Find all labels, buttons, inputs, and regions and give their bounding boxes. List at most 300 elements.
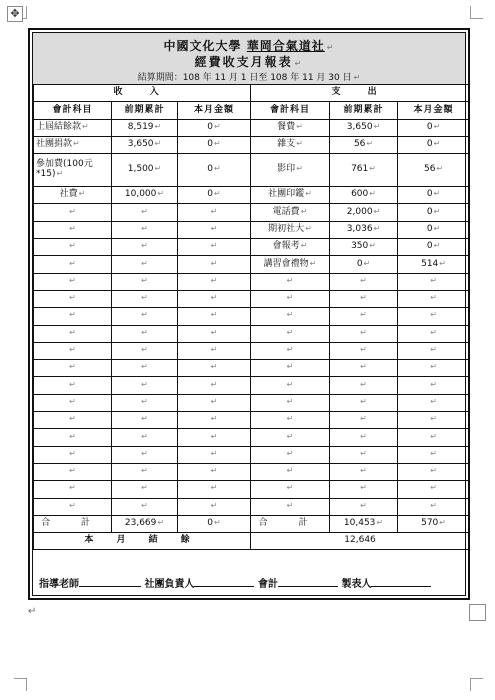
- cell-end-mark: ↵: [286, 431, 294, 441]
- cell-end-mark: ↵: [141, 258, 148, 268]
- expense-col-account: 會計科目: [251, 102, 330, 119]
- cell-end-mark: ↵: [210, 275, 218, 285]
- income-account-cell[interactable]: [34, 342, 112, 359]
- expense-account-cell[interactable]: [251, 290, 330, 307]
- ledger-row: [34, 498, 470, 515]
- cell-end-mark: ↵: [430, 483, 437, 493]
- income-prev-cell[interactable]: [112, 136, 178, 153]
- balance-label: [34, 533, 251, 550]
- ledger-row: [34, 412, 470, 429]
- balance-label-text: 本 月 結 餘: [84, 535, 200, 546]
- cell-end-mark: ↵: [141, 241, 148, 251]
- expense-month-cell[interactable]: [398, 204, 470, 221]
- expense-account-cell[interactable]: [251, 325, 330, 342]
- income-month-cell-text: 0: [207, 189, 214, 200]
- expense-month-cell-text: 0: [426, 241, 433, 252]
- cell-end-mark: ↵: [360, 275, 367, 285]
- income-month-cell[interactable]: [178, 119, 251, 136]
- expense-total-prev-text: 10,453: [343, 518, 376, 529]
- income-month-cell[interactable]: [178, 429, 251, 446]
- ledger-row: [34, 394, 470, 411]
- expense-month-cell[interactable]: [398, 446, 470, 463]
- income-month-cell[interactable]: [178, 377, 251, 394]
- cell-end-mark: ↵: [286, 327, 294, 337]
- expense-prev-cell[interactable]: [330, 256, 398, 273]
- expense-account-cell[interactable]: [251, 377, 330, 394]
- ledger-row: [34, 136, 470, 153]
- cell-end-mark: ↵: [430, 310, 437, 320]
- expense-month-cell[interactable]: [398, 187, 470, 204]
- income-account-cell[interactable]: [34, 377, 112, 394]
- income-account-cell[interactable]: [34, 308, 112, 325]
- expense-account-cell[interactable]: [251, 136, 330, 153]
- income-account-cell-text: 社費: [59, 189, 78, 200]
- expense-account-cell[interactable]: [251, 463, 330, 480]
- expense-prev-cell[interactable]: [330, 221, 398, 238]
- income-account-cell[interactable]: [34, 239, 112, 256]
- expense-prev-cell[interactable]: [330, 481, 398, 498]
- expense-account-cell[interactable]: [251, 154, 330, 187]
- income-account-cell[interactable]: [34, 187, 112, 204]
- expense-prev-cell[interactable]: [330, 463, 398, 480]
- expense-total-prev[interactable]: [330, 515, 398, 532]
- leader-label: 社團負責人: [144, 579, 195, 590]
- expense-account-cell-text: 會報考: [272, 241, 300, 252]
- income-account-cell-text: 社團捐款: [36, 139, 73, 150]
- cell-end-mark: ↵: [286, 345, 294, 355]
- cell-end-mark: ↵: [141, 396, 148, 406]
- expense-month-cell[interactable]: [398, 360, 470, 377]
- cell-end-mark: ↵: [360, 414, 367, 424]
- expense-month-cell[interactable]: [398, 136, 470, 153]
- ledger-row: [34, 187, 470, 204]
- club-name: 華岡合氣道社: [246, 39, 325, 53]
- expense-account-cell[interactable]: [251, 481, 330, 498]
- cell-end-mark: ↵: [433, 139, 441, 149]
- report-inner-frame: [32, 32, 466, 596]
- income-section-label: 收 入: [34, 85, 251, 102]
- income-account-cell[interactable]: [34, 204, 112, 221]
- cell-end-mark: ↵: [286, 466, 294, 476]
- cell-end-mark: ↵: [141, 414, 148, 424]
- cell-end-mark: ↵: [360, 500, 367, 510]
- income-month-cell[interactable]: [178, 256, 251, 273]
- income-account-cell[interactable]: [34, 256, 112, 273]
- income-month-cell-text: 0: [207, 121, 214, 132]
- cell-end-mark: ↵: [286, 362, 294, 372]
- cell-end-mark: ↵: [296, 139, 303, 149]
- income-prev-cell[interactable]: [112, 498, 178, 515]
- paragraph-mark: ↵: [353, 73, 361, 82]
- income-month-cell[interactable]: [178, 360, 251, 377]
- income-month-cell-text: 0: [207, 164, 214, 175]
- expense-prev-cell-text: 3,650: [346, 121, 373, 132]
- income-total-prev-text: 23,669: [124, 518, 157, 529]
- cell-end-mark: ↵: [141, 275, 148, 285]
- expense-account-cell[interactable]: [251, 342, 330, 359]
- expense-prev-cell[interactable]: [330, 446, 398, 463]
- cell-end-mark: ↵: [439, 518, 446, 528]
- cell-end-mark: ↵: [214, 189, 221, 199]
- cell-end-mark: ↵: [430, 396, 437, 406]
- expense-account-cell-text: 雜支: [277, 139, 296, 150]
- cell-end-mark: ↵: [363, 258, 371, 268]
- cell-end-mark: ↵: [69, 379, 76, 389]
- income-prev-cell[interactable]: [112, 290, 178, 307]
- university-name: 中國文化大學: [163, 39, 242, 53]
- expense-prev-cell[interactable]: [330, 187, 398, 204]
- table-resize-handle[interactable]: [469, 604, 486, 621]
- income-prev-cell[interactable]: [112, 256, 178, 273]
- expense-prev-cell[interactable]: [330, 394, 398, 411]
- expense-prev-cell[interactable]: [330, 239, 398, 256]
- cell-end-mark: ↵: [78, 189, 86, 199]
- income-month-cell[interactable]: [178, 498, 251, 515]
- income-total-prev[interactable]: [112, 515, 178, 532]
- cell-end-mark: ↵: [69, 327, 76, 337]
- cell-end-mark: ↵: [210, 327, 218, 337]
- income-month-cell[interactable]: [178, 412, 251, 429]
- expense-account-cell[interactable]: [251, 429, 330, 446]
- cell-end-mark: ↵: [69, 500, 76, 510]
- expense-total-month-text: 570: [421, 518, 439, 529]
- expense-month-cell[interactable]: [398, 273, 470, 290]
- cell-end-mark: ↵: [141, 310, 148, 320]
- cell-end-mark: ↵: [210, 483, 218, 493]
- cell-end-mark: ↵: [286, 310, 294, 320]
- cell-end-mark: ↵: [366, 139, 374, 149]
- expense-account-cell[interactable]: [251, 221, 330, 238]
- income-account-cell[interactable]: [34, 446, 112, 463]
- expense-month-cell[interactable]: [398, 325, 470, 342]
- income-month-cell[interactable]: [178, 187, 251, 204]
- cell-end-mark: ↵: [141, 223, 148, 233]
- income-prev-cell[interactable]: [112, 360, 178, 377]
- income-month-cell[interactable]: [178, 446, 251, 463]
- section-header-row: [34, 85, 470, 102]
- expense-month-cell[interactable]: [398, 412, 470, 429]
- income-account-cell[interactable]: [34, 463, 112, 480]
- cell-end-mark: ↵: [210, 448, 218, 458]
- income-prev-cell[interactable]: [112, 239, 178, 256]
- cell-end-mark: ↵: [210, 362, 218, 372]
- expense-total-label-text: 合 計: [258, 518, 322, 529]
- ledger-row: [34, 273, 470, 290]
- expense-prev-cell[interactable]: [330, 273, 398, 290]
- income-prev-cell[interactable]: [112, 342, 178, 359]
- income-month-cell[interactable]: [178, 136, 251, 153]
- income-prev-cell[interactable]: [112, 325, 178, 342]
- income-month-cell[interactable]: [178, 342, 251, 359]
- expense-prev-cell[interactable]: [330, 429, 398, 446]
- expense-account-cell[interactable]: [251, 204, 330, 221]
- cell-end-mark: ↵: [430, 345, 437, 355]
- settlement-period: 結算期間：108 年 11 月 1 日至 108 年 11 月 30 日 ↵: [137, 73, 361, 83]
- cell-end-mark: ↵: [210, 293, 218, 303]
- cell-end-mark: ↵: [210, 414, 218, 424]
- cell-end-mark: ↵: [69, 275, 76, 285]
- expense-prev-cell[interactable]: [330, 498, 398, 515]
- income-month-cell[interactable]: [178, 154, 251, 187]
- expense-prev-cell[interactable]: [330, 325, 398, 342]
- income-prev-cell[interactable]: [112, 481, 178, 498]
- cell-end-mark: ↵: [433, 241, 441, 251]
- income-account-cell[interactable]: [34, 412, 112, 429]
- cell-end-mark: ↵: [373, 223, 381, 233]
- cell-end-mark: ↵: [210, 223, 218, 233]
- expense-month-cell[interactable]: [398, 463, 470, 480]
- income-month-cell[interactable]: [178, 394, 251, 411]
- expense-account-cell[interactable]: [251, 446, 330, 463]
- income-account-cell[interactable]: [34, 221, 112, 238]
- cell-end-mark: ↵: [141, 500, 148, 510]
- expense-prev-cell[interactable]: [330, 412, 398, 429]
- cell-end-mark: ↵: [210, 241, 218, 251]
- expense-month-cell[interactable]: [398, 256, 470, 273]
- expense-month-cell-text: 0: [426, 121, 433, 132]
- expense-prev-cell[interactable]: [330, 308, 398, 325]
- cell-end-mark: ↵: [360, 327, 367, 337]
- expense-account-cell[interactable]: [251, 360, 330, 377]
- income-account-cell[interactable]: [34, 273, 112, 290]
- cell-end-mark: ↵: [69, 466, 76, 476]
- expense-account-cell[interactable]: [251, 412, 330, 429]
- cell-end-mark: ↵: [373, 206, 381, 216]
- cell-end-mark: ↵: [210, 379, 218, 389]
- income-prev-cell-text: 3,650: [127, 139, 154, 150]
- income-account-cell[interactable]: [34, 429, 112, 446]
- expense-total-label: [251, 515, 330, 532]
- income-col-account: 會計科目: [34, 102, 112, 119]
- cell-end-mark: ↵: [69, 223, 76, 233]
- report-header: [33, 33, 465, 85]
- expense-month-cell[interactable]: [398, 308, 470, 325]
- cell-end-mark: ↵: [286, 293, 294, 303]
- income-month-cell[interactable]: [178, 221, 251, 238]
- expense-prev-cell[interactable]: [330, 119, 398, 136]
- expense-account-cell[interactable]: [251, 394, 330, 411]
- income-month-cell[interactable]: [178, 325, 251, 342]
- cell-end-mark: ↵: [286, 379, 294, 389]
- ledger-row: [34, 154, 470, 187]
- expense-prev-cell[interactable]: [330, 342, 398, 359]
- income-account-cell[interactable]: [34, 119, 112, 136]
- expense-month-cell-text: 0: [426, 139, 433, 150]
- income-prev-cell[interactable]: [112, 221, 178, 238]
- cell-end-mark: ↵: [210, 206, 218, 216]
- cell-end-mark: ↵: [360, 293, 367, 303]
- cell-end-mark: ↵: [286, 500, 294, 510]
- cell-end-mark: ↵: [286, 448, 294, 458]
- income-prev-cell[interactable]: [112, 394, 178, 411]
- expense-account-cell[interactable]: [251, 498, 330, 515]
- expense-prev-cell[interactable]: [330, 360, 398, 377]
- ledger-row: [34, 463, 470, 480]
- income-month-cell[interactable]: [178, 481, 251, 498]
- expense-month-cell[interactable]: [398, 239, 470, 256]
- expense-month-cell[interactable]: [398, 394, 470, 411]
- income-account-cell[interactable]: [34, 154, 112, 187]
- income-account-cell[interactable]: [34, 290, 112, 307]
- balance-value[interactable]: [251, 533, 470, 550]
- income-account-cell[interactable]: [34, 360, 112, 377]
- expense-account-cell-text: 餐費: [277, 121, 296, 132]
- income-month-cell[interactable]: [178, 204, 251, 221]
- expense-col-month: 本月金額: [398, 102, 470, 119]
- cell-end-mark: ↵: [214, 121, 221, 131]
- ledger-row: [34, 481, 470, 498]
- income-col-prev: 前期累計: [112, 102, 178, 119]
- income-account-cell[interactable]: [34, 136, 112, 153]
- cell-end-mark: ↵: [369, 241, 376, 251]
- leader-signature-field[interactable]: [194, 576, 254, 587]
- expense-account-cell[interactable]: [251, 256, 330, 273]
- expense-prev-cell[interactable]: [330, 154, 398, 187]
- expense-total-month[interactable]: [398, 515, 470, 532]
- income-prev-cell-text: 10,000: [124, 189, 157, 200]
- income-prev-cell[interactable]: [112, 412, 178, 429]
- expense-month-cell[interactable]: [398, 377, 470, 394]
- expense-month-cell[interactable]: [398, 342, 470, 359]
- income-account-cell[interactable]: [34, 498, 112, 515]
- cell-end-mark: ↵: [430, 327, 437, 337]
- cell-end-mark: ↵: [157, 518, 165, 528]
- income-prev-cell[interactable]: [112, 187, 178, 204]
- expense-account-cell[interactable]: [251, 239, 330, 256]
- cell-end-mark: ↵: [430, 379, 437, 389]
- income-account-cell[interactable]: [34, 325, 112, 342]
- expense-month-cell[interactable]: [398, 498, 470, 515]
- expense-prev-cell[interactable]: [330, 290, 398, 307]
- cell-end-mark: ↵: [141, 345, 148, 355]
- expense-account-cell[interactable]: [251, 273, 330, 290]
- table-move-handle-icon[interactable]: ✥: [7, 6, 23, 22]
- income-month-cell[interactable]: [178, 308, 251, 325]
- ledger-row: [34, 239, 470, 256]
- expense-month-cell-text: 0: [426, 206, 433, 217]
- expense-month-cell[interactable]: [398, 429, 470, 446]
- column-header-row: [34, 102, 470, 119]
- income-month-cell-text: 0: [207, 139, 214, 150]
- cell-end-mark: ↵: [360, 448, 367, 458]
- income-prev-cell[interactable]: [112, 463, 178, 480]
- cell-end-mark: ↵: [376, 518, 384, 528]
- cell-end-mark: ↵: [69, 414, 76, 424]
- income-prev-cell[interactable]: [112, 308, 178, 325]
- income-month-cell[interactable]: [178, 463, 251, 480]
- ledger-row: [34, 256, 470, 273]
- income-total-label-text: 合 計: [41, 518, 104, 529]
- cell-end-mark: ↵: [69, 310, 76, 320]
- cell-end-mark: ↵: [69, 396, 76, 406]
- income-prev-cell[interactable]: [112, 204, 178, 221]
- ledger-row: [34, 377, 470, 394]
- expense-month-cell-text: 514: [421, 258, 439, 269]
- expense-account-cell[interactable]: [251, 187, 330, 204]
- income-month-cell[interactable]: [178, 273, 251, 290]
- expense-account-cell[interactable]: [251, 308, 330, 325]
- cell-end-mark: ↵: [141, 206, 148, 216]
- cell-end-mark: ↵: [69, 345, 76, 355]
- expense-month-cell-text: 0: [426, 189, 433, 200]
- income-prev-cell[interactable]: [112, 119, 178, 136]
- income-prev-cell[interactable]: [112, 154, 178, 187]
- income-month-cell[interactable]: [178, 290, 251, 307]
- cell-end-mark: ↵: [360, 345, 367, 355]
- cell-end-mark: ↵: [141, 327, 148, 337]
- ledger-row: [34, 221, 470, 238]
- expense-prev-cell[interactable]: [330, 136, 398, 153]
- cell-end-mark: ↵: [286, 483, 294, 493]
- income-month-cell[interactable]: [178, 239, 251, 256]
- cell-end-mark: ↵: [82, 121, 89, 131]
- cell-end-mark: ↵: [360, 466, 367, 476]
- cell-end-mark: ↵: [309, 258, 317, 268]
- paragraph-mark: ↵: [294, 59, 304, 68]
- cell-end-mark: ↵: [433, 189, 441, 199]
- income-total-label: [34, 515, 112, 532]
- cell-end-mark: ↵: [369, 164, 376, 174]
- expense-month-cell[interactable]: [398, 154, 470, 187]
- ledger-row: [34, 325, 470, 342]
- cell-end-mark: ↵: [69, 293, 76, 303]
- expense-month-cell[interactable]: [398, 290, 470, 307]
- preparer-label: 製表人: [341, 579, 372, 590]
- income-prev-cell-text: 1,500: [127, 164, 154, 175]
- income-account-cell[interactable]: [34, 394, 112, 411]
- expense-prev-cell-text: 56: [353, 139, 366, 150]
- expense-month-cell[interactable]: [398, 221, 470, 238]
- report-title: [33, 37, 465, 54]
- cell-end-mark: ↵: [439, 258, 446, 268]
- income-col-month: 本月金額: [178, 102, 251, 119]
- income-prev-cell[interactable]: [112, 377, 178, 394]
- preparer-signature-field[interactable]: [371, 576, 431, 587]
- income-prev-cell[interactable]: [112, 273, 178, 290]
- cell-end-mark: ↵: [210, 431, 218, 441]
- expense-prev-cell[interactable]: [330, 377, 398, 394]
- cell-end-mark: ↵: [369, 189, 376, 199]
- signature-line: [39, 575, 431, 590]
- advisor-signature-field[interactable]: [79, 576, 141, 587]
- income-account-cell[interactable]: [34, 481, 112, 498]
- expense-prev-cell-text: 761: [351, 164, 369, 175]
- cell-end-mark: ↵: [141, 431, 148, 441]
- cell-end-mark: ↵: [430, 293, 437, 303]
- income-prev-cell[interactable]: [112, 429, 178, 446]
- cell-end-mark: ↵: [141, 483, 148, 493]
- cell-end-mark: ↵: [430, 275, 437, 285]
- cell-end-mark: ↵: [141, 362, 148, 372]
- income-prev-cell[interactable]: [112, 446, 178, 463]
- cell-end-mark: ↵: [210, 345, 218, 355]
- expense-account-cell[interactable]: [251, 119, 330, 136]
- crop-mark-bottom-left: [14, 678, 27, 691]
- expense-prev-cell-text: 600: [351, 189, 369, 200]
- accounting-signature-field[interactable]: [278, 576, 338, 587]
- cell-end-mark: ↵: [430, 500, 437, 510]
- accounting-label: 會計: [257, 579, 278, 590]
- expense-section-label: 支 出: [251, 85, 470, 102]
- cell-end-mark: ↵: [69, 448, 76, 458]
- income-total-month[interactable]: [178, 515, 251, 532]
- expense-month-cell[interactable]: [398, 481, 470, 498]
- expense-month-cell[interactable]: [398, 119, 470, 136]
- cell-end-mark: ↵: [286, 396, 294, 406]
- expense-prev-cell[interactable]: [330, 204, 398, 221]
- cell-end-mark: ↵: [296, 164, 303, 174]
- ledger-row: [34, 308, 470, 325]
